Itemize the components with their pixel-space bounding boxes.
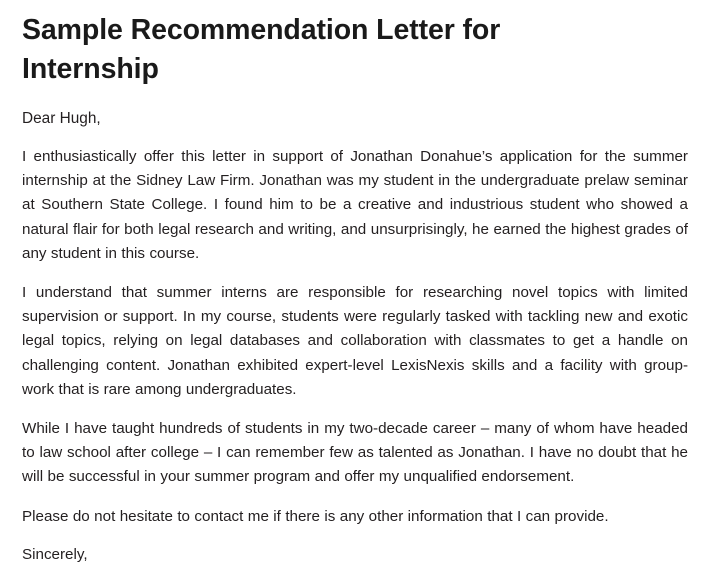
letter-paragraph-1: I enthusiastically offer this letter in support of Jonathan Donahue’s application for the summer internship at the Sidney Law Firm. Jonathan was my student in the undergraduate prelaw seminar at Southern State College. I found him to be a creative and industrious student who showed a natural flair for both legal research and writing, and unsurprisingly, he earned the highest grades of any student in this course. [22,148,688,262]
letter-paragraph-3: While I have taught hundreds of students in my two-decade career – many of whom have headed to law school after college – I can remember few as talented as Jonathan. I have no doubt that he will be successful in your summer program and offer my unqualified endorsement. [22,420,688,486]
letter-paragraph-2: I understand that summer interns are responsible for researching novel topics with limited supervision or support. In my course, students were regularly tasked with tackling new and exotic legal topics, relying on legal databases and collaboration with classmates to get a handle on challenging content. Jonathan exhibited expert-level LexisNexis skills and a facility with group-work that is rare among undergraduates. [22,284,688,398]
page-title: Sample Recommendation Letter for Internship [22,14,501,85]
letter-salutation: Dear Hugh, [22,110,101,127]
letter-contact-line: Please do not hesitate to contact me if there is any other information that I can provide. [22,507,609,525]
letter-closing: Sincerely, [22,545,88,563]
